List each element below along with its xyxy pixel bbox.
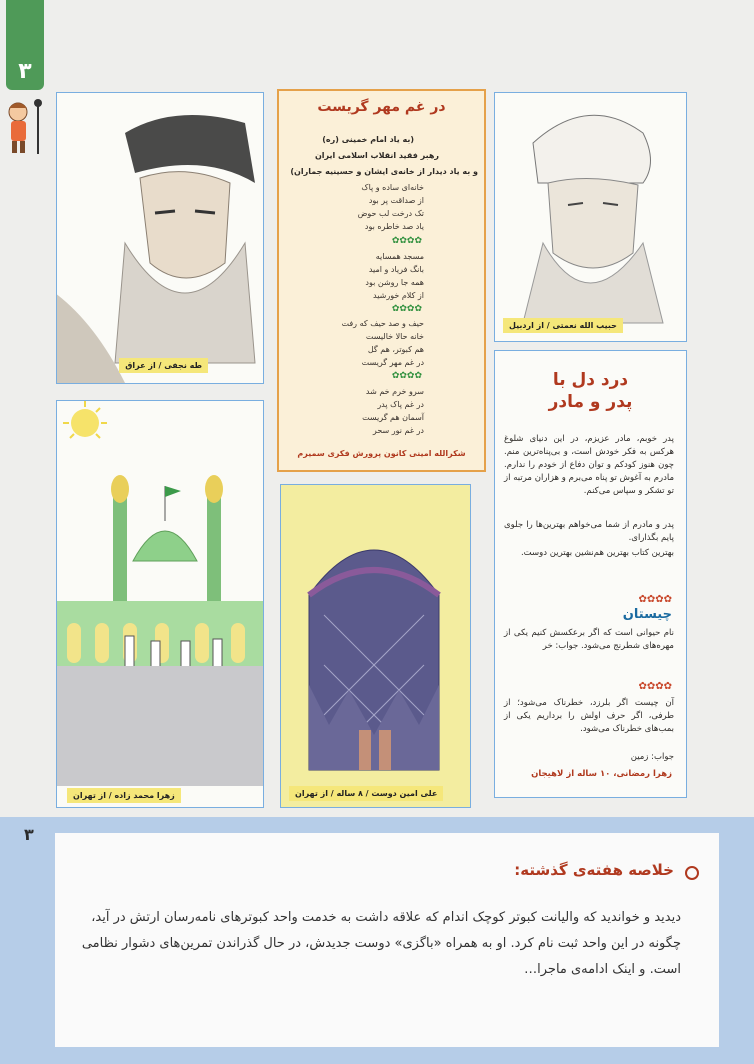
poem-line: هم کبوتر، هم گل [367,345,424,354]
flower-divider-icon: ✿✿✿✿ [638,681,672,692]
poem-line: در غم پاک پدر [377,400,424,409]
portrait-sketch [56,93,263,384]
page-number-bottom: ۳ [24,825,34,844]
shrine-sketch [280,485,470,808]
flower-divider-icon: ✿✿✿✿ [391,371,422,381]
drawing-shrine [280,484,471,808]
poem-line: همه جا روشن بود [365,278,424,287]
portrait-sketch [494,93,686,342]
poem-signature: شکرالله امینی کانون پرورش فکری سمیرم [297,449,466,458]
mascot-icon [2,96,46,158]
drawing-caption: علی امین دوست / ۸ ساله / از تهران [289,786,443,801]
mosque-sketch [56,401,263,808]
poem-header-line: رهبر فقید انقلاب اسلامی ایران [314,151,439,160]
riddle-answer: جواب: زمین [630,752,674,762]
poem-header-line: و به یاد دیدار از خانه‌ی ایشان و حسینیه جماران) [290,167,478,176]
poem-header-line: (به یاد امام خمینی (ره) [322,135,414,144]
letter-body: بهترین کتاب بهترین هم‌نشین بهترین دوست. [520,548,674,558]
poem-line: مسجد همسایه [375,252,424,261]
letter-title-line: پدر و مادر [548,392,633,412]
drawing-caption: طه نجفی / از عراق [119,358,208,373]
poem-line: بانگ فریاد و امید [368,265,424,274]
poem-line: حیف و صد حیف که رفت [341,319,424,328]
poem-line: سرو خرم خم شد [365,387,424,396]
summary-text: دیدید و خواندید که والیانت کبوتر کوچک اندام که علاقه داشت به خدمت واحد کبوترهای نامه‌رسان ارتش در آید، چگونه در این واحد ثبت نام کرد. او به همراه «باگزی» دوست جدیدش، در حال گذراندن تمرین‌های دشوار نظامی است. و اینک ادامه‌ی ماجرا… [81,910,681,977]
poem-line: خانه‌ای ساده و پاک [361,183,424,192]
poem-line: در غم مهر گریست [361,358,424,367]
riddle-title: چیستان [622,607,672,622]
letter-title-line: درد دل با [552,370,629,390]
poem-line: از صداقت پر بود [368,196,424,205]
poem-line: یاد صد خاطره بود [364,222,424,231]
letter-box [494,350,687,798]
drawing-caption: حبیب الله نعمتی / از اردبیل [503,318,623,333]
flower-divider-icon: ✿✿✿✿ [638,594,672,605]
drawing-caption: زهرا محمد زاده / از تهران [67,788,181,803]
drawing-portrait-top-right [494,92,687,342]
letter-title [495,369,686,413]
drawing-mosque [56,400,264,808]
poem-line: از کلام خورشید [373,291,424,300]
flower-divider-icon: ✿✿✿✿ [391,304,422,314]
riddle-text: نام حیوانی است که اگر برعکسش کنیم یکی از مهره‌های شطرنج می‌شود. جواب: خر [504,628,674,651]
poem-line: آسمان هم گریست [362,413,424,422]
poem-box [277,89,486,472]
letter-body: پدر و مادرم از شما می‌خواهم بهترین‌ها را جلوی پایم بگذارای. [504,520,674,543]
riddle-text: آن چیست اگر بلرزد، خطرناک می‌شود؛ از طرفی، اگر حرف اولش را برداریم یکی از بمب‌های خطرناک می‌شود. [504,698,674,734]
letter-body: پدر خوبم، مادر عزیزم، در این دنیای شلوغ هرکس به فکر خودش است، و بی‌پناه‌ترین منم. چون هنوز کودکم و توان دفاع از خودم را ندارم. مادرم به آغوش تو پناه می‌برم و هزاران مرتبه از تو تشکر و سپاس می‌کنم. [504,434,674,496]
page-number: ۳ [18,59,32,84]
letter-signature: زهرا رمضانی، ۱۰ ساله از لاهیجان [531,769,672,779]
poem-line: خانه حالا خالیست [365,332,424,341]
drawing-portrait-top-left [56,92,264,384]
summary-title: خلاصه هفته‌ی گذشته: [514,861,674,879]
page-number-tab [6,0,44,90]
ring-bullet-icon [685,866,699,880]
poem-title: در غم مهر گریست [317,99,446,115]
summary-box [55,833,719,1047]
poem-line: در غم نور سحر [372,426,424,435]
flower-divider-icon: ✿✿✿✿ [391,236,422,246]
poem-line: تک درخت لب حوض [357,209,424,218]
